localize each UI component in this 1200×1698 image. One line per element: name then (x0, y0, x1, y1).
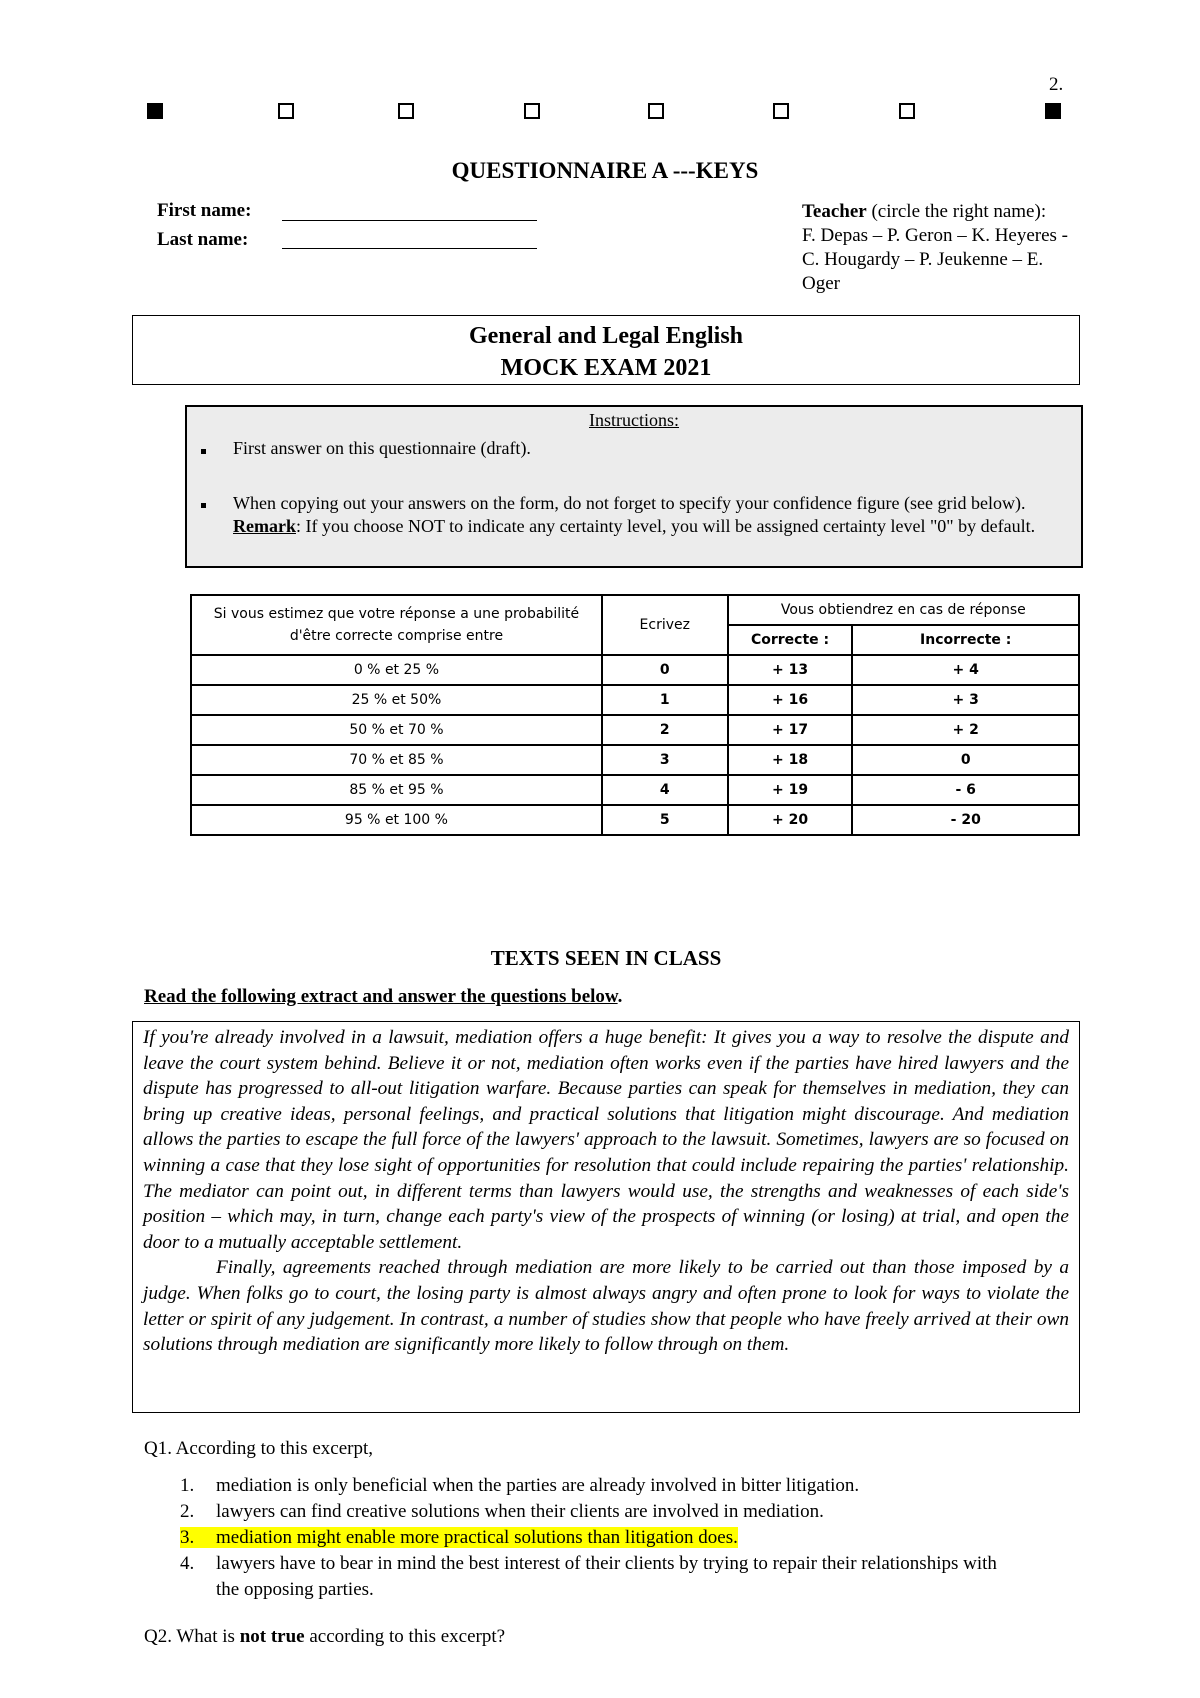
grid-cell: 50 % et 70 % (191, 715, 602, 745)
checkbox-filled[interactable] (1045, 103, 1061, 119)
grid-cell: + 20 (728, 805, 853, 835)
grid-header-incorrect: Incorrecte : (852, 625, 1079, 655)
question-1-prompt: Q1. According to this excerpt, (144, 1438, 374, 1459)
table-row (191, 745, 1079, 775)
last-name-label: Last name: (157, 229, 249, 250)
grid-cell: 2 (602, 715, 728, 745)
grid-cell: 70 % et 85 % (191, 745, 602, 775)
teacher-names[interactable]: C. Hougardy – P. Jeukenne – E. (802, 249, 1044, 270)
passage-paragraph: If you're already involved in a lawsuit, mediation offers a huge benefit: It gives you a way to resolve the dispute and leave the court system behind. Believe it or not, mediation often works even if the parties have hired lawyers and the dispute has progressed to all-out litigation warfare. Because parties can speak for themselves in mediation, they can bring up creative ideas, personal feelings, and practical solutions that litigation might discourage. And mediation allows the parties to escape the full force of the lawyers' approach to the lawsuit. Sometimes, lawyers are so focused on winning a case that they lose sight of opportunities for resolution that could include repairing the parties' relationship. The mediator can point out, in different terms than lawyers would use, the strengths and weaknesses of each side's position – which may, in turn, change each party's view of the prospects of winning (or losing) at trial, and open the door to a mutually acceptable settlement. (143, 1027, 1069, 1253)
exam-subtitle: MOCK EXAM 2021 (500, 355, 712, 381)
answer-option-correct[interactable]: 3. mediation might enable more practical solutions than litigation does. (180, 1527, 738, 1548)
exam-title-box (132, 315, 1080, 385)
grid-cell: 4 (602, 775, 728, 805)
table-row (191, 805, 1079, 835)
grid-cell: 3 (602, 745, 728, 775)
first-name-label: First name: (157, 200, 252, 221)
instructions-heading: Instructions: (589, 410, 679, 430)
grid-cell: - 20 (852, 805, 1079, 835)
passage-paragraph: Finally, agreements reached through mediation are more likely to be carried out than those imposed by a judge. When folks go to court, the losing party is almost always angry and often prone to look for ways to violate the letter or spirit of any judgement. In contrast, a number of studies show that people who have freely arrived at their own solutions through mediation are significantly more likely to follow through on them. (143, 1257, 1069, 1356)
bullet-icon (201, 449, 206, 454)
remark-label: Remark (233, 516, 296, 536)
checkbox-empty[interactable] (648, 103, 664, 119)
read-instruction: Read the following extract and answer the questions below (144, 986, 618, 1007)
instruction-item: First answer on this questionnaire (draft). (233, 438, 531, 458)
grid-cell: 5 (602, 805, 728, 835)
grid-cell: + 19 (728, 775, 853, 805)
grid-cell: - 6 (852, 775, 1079, 805)
checkbox-filled[interactable] (147, 103, 163, 119)
section-title: TEXTS SEEN IN CLASS (490, 946, 722, 970)
table-row (191, 655, 1079, 685)
table-row (191, 775, 1079, 805)
reading-passage (132, 1021, 1080, 1413)
grid-cell: + 16 (728, 685, 853, 715)
table-row (191, 715, 1079, 745)
grid-header-probability: Si vous estimez que votre réponse a une probabilité d'être correcte comprise entre (191, 595, 602, 655)
teacher-hint: (circle the right name): (866, 201, 1047, 222)
grid-cell: + 4 (852, 655, 1079, 685)
grid-cell: + 18 (728, 745, 853, 775)
checkbox-empty[interactable] (524, 103, 540, 119)
last-name-field[interactable] (282, 248, 537, 249)
checkbox-empty[interactable] (398, 103, 414, 119)
grid-cell: 0 % et 25 % (191, 655, 602, 685)
grid-header-correct: Correcte : (728, 625, 853, 655)
teacher-block (802, 200, 1132, 296)
confidence-grid (190, 594, 1080, 836)
instructions-box (185, 405, 1083, 568)
answer-option[interactable]: 4. lawyers have to bear in mind the best interest of their clients by trying to repair their relationships with the opposing parties. (180, 1553, 997, 1600)
grid-cell: 95 % et 100 % (191, 805, 602, 835)
page-number: 2. (1049, 74, 1064, 95)
grid-cell: + 2 (852, 715, 1079, 745)
bullet-icon (201, 503, 206, 508)
teacher-names[interactable]: Oger (802, 273, 840, 294)
table-row (191, 685, 1079, 715)
page-title: QUESTIONNAIRE A ---KEYS (451, 158, 759, 183)
instruction-item: When copying out your answers on the form, do not forget to specify your confidence figure (see grid below). Remark: If you choose NOT to indicate any certainty level, you will be assigned certainty level "0" by default. (233, 493, 1036, 536)
checkbox-empty[interactable] (278, 103, 294, 119)
grid-header-score: Vous obtiendrez en cas de réponse (728, 595, 1079, 625)
first-name-field[interactable] (282, 220, 537, 221)
answer-option[interactable]: 1. mediation is only beneficial when the parties are already involved in bitter litigation. (180, 1475, 860, 1496)
teacher-names[interactable]: F. Depas – P. Geron – K. Heyeres - (802, 225, 1069, 246)
grid-cell: 1 (602, 685, 728, 715)
grid-cell: + 3 (852, 685, 1079, 715)
answer-option[interactable]: 2. lawyers can find creative solutions when their clients are involved in mediation. (180, 1501, 824, 1522)
checkbox-empty[interactable] (899, 103, 915, 119)
grid-cell: 85 % et 95 % (191, 775, 602, 805)
teacher-label: Teacher (802, 201, 867, 222)
exam-title: General and Legal English (468, 323, 744, 349)
grid-header-write: Ecrivez (602, 595, 728, 655)
grid-cell: + 17 (728, 715, 853, 745)
grid-cell: 0 (602, 655, 728, 685)
grid-cell: 0 (852, 745, 1079, 775)
grid-cell: + 13 (728, 655, 853, 685)
question-2-prompt: Q2. What is not true according to this excerpt? (144, 1626, 506, 1647)
checkbox-empty[interactable] (773, 103, 789, 119)
grid-cell: 25 % et 50% (191, 685, 602, 715)
read-instruction-line: Read the following extract and answer the questions below. (144, 986, 623, 1007)
